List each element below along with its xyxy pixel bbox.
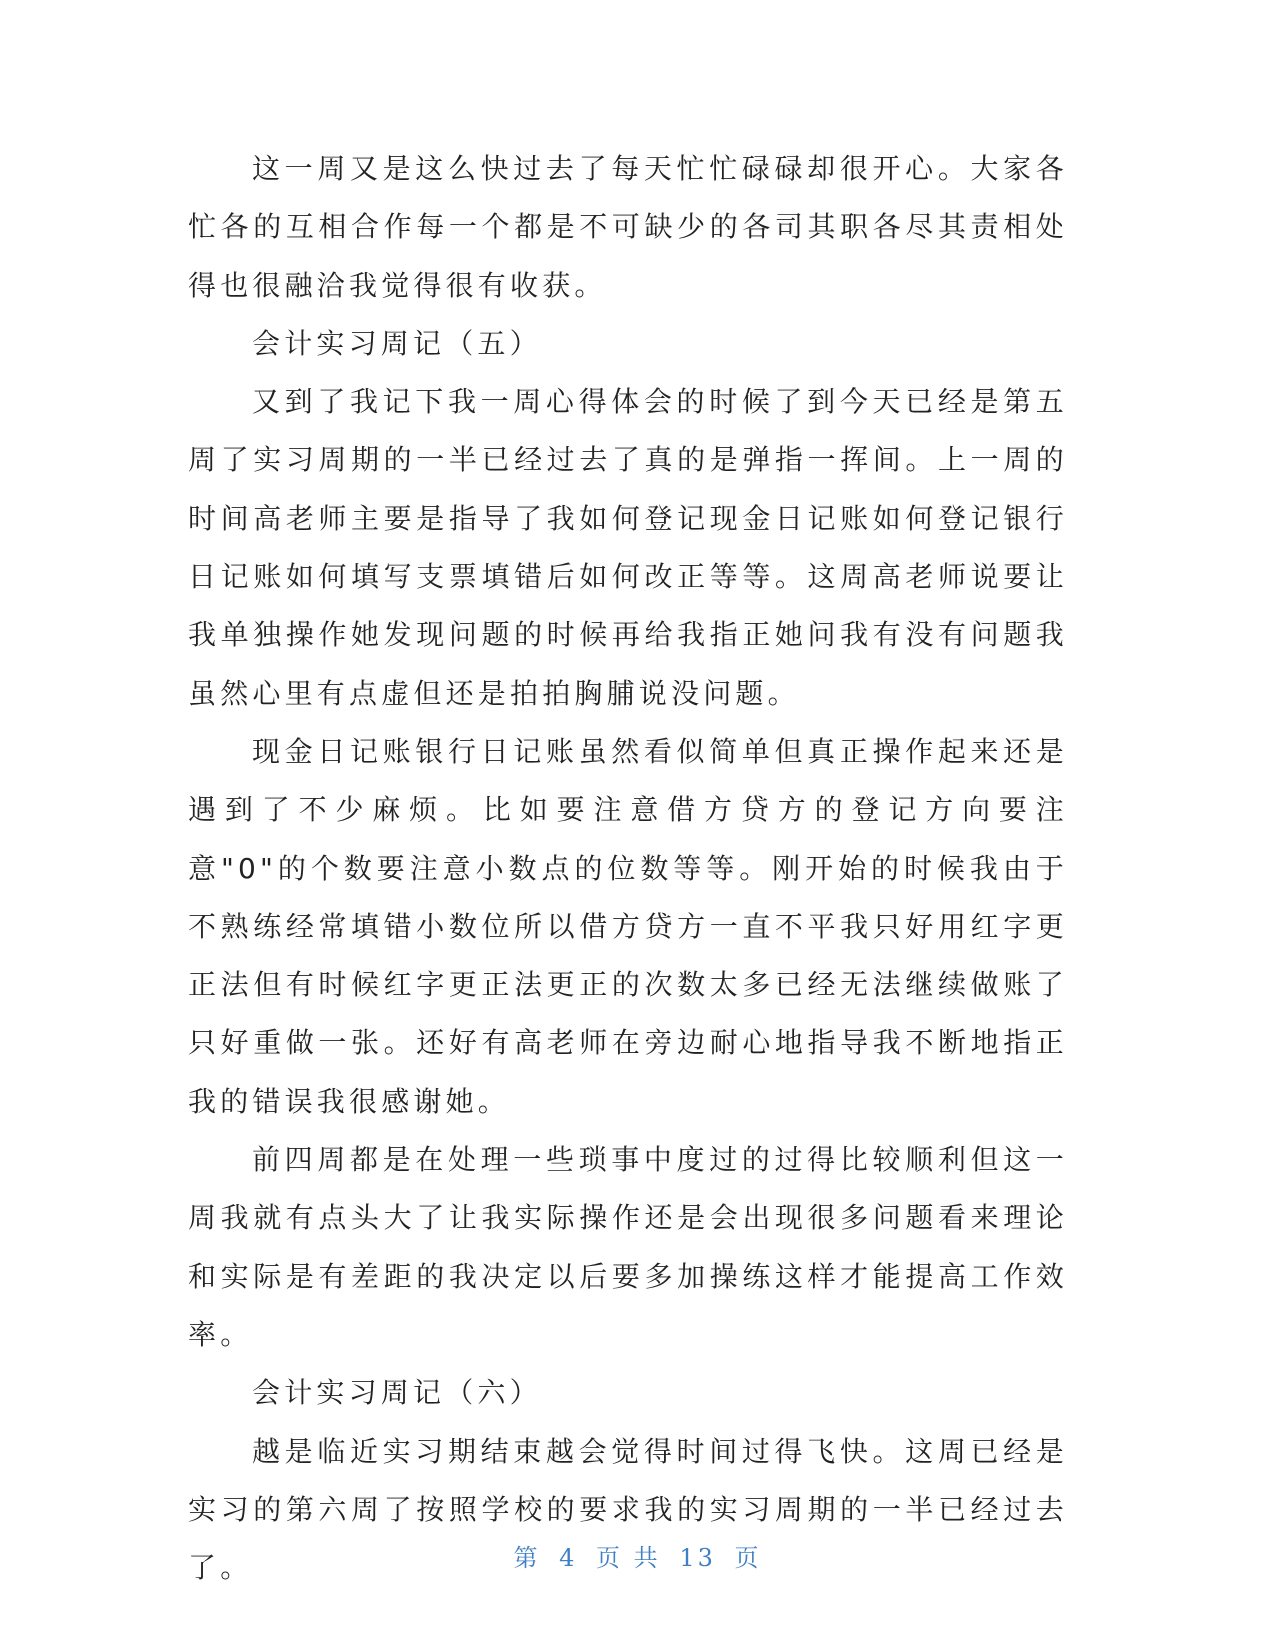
current-page-number: 4 <box>559 1544 578 1572</box>
paragraph: 现金日记账银行日记账虽然看似简单但真正操作起来还是遇到了不少麻烦。比如要注意借方贷方的登记方向要注意"0"的个数要注意小数点的位数等等。刚开始的时候我由于不熟练经常填错小数位所以借方贷方一直不平我只好用红字更正法但有时候红字更正法更正的次数太多已经无法继续做账了只好重做一张。还好有高老师在旁边耐心地指导我不断地指正我的错误我很感谢她。 <box>188 734 1068 1118</box>
page-footer <box>0 1538 1275 1573</box>
section-heading: 会计实习周记（五） <box>252 326 542 360</box>
document-body <box>188 140 1068 1597</box>
paragraph: 这一周又是这么快过去了每天忙忙碌碌却很开心。大家各忙各的互相合作每一个都是不可缺少的各司其职各尽其责相处得也很融洽我觉得很有收获。 <box>188 152 1068 302</box>
footer-prefix: 第 <box>513 1544 541 1572</box>
paragraph: 越是临近实习期结束越会觉得时间过得飞快。这周已经是实习的第六周了按照学校的要求我的实习周期的一半已经过去了。 <box>188 1434 1068 1585</box>
footer-middle: 页 共 <box>596 1544 661 1572</box>
section-heading: 会计实习周记（六） <box>252 1376 542 1410</box>
total-pages-number: 13 <box>679 1544 716 1572</box>
footer-suffix: 页 <box>734 1544 762 1572</box>
paragraph: 又到了我记下我一周心得体会的时候了到今天已经是第五周了实习周期的一半已经过去了真的是弹指一挥间。上一周的时间高老师主要是指导了我如何登记现金日记账如何登记银行日记账如何填写支票填错后如何改正等等。这周高老师说要让我单独操作她发现问题的时候再给我指正她问我有没有问题我虽然心里有点虚但还是拍拍胸脯说没问题。 <box>188 385 1068 710</box>
paragraph: 前四周都是在处理一些琐事中度过的过得比较顺利但这一周我就有点头大了让我实际操作还是会出现很多问题看来理论和实际是有差距的我决定以后要多加操练这样才能提高工作效率。 <box>188 1143 1068 1351</box>
